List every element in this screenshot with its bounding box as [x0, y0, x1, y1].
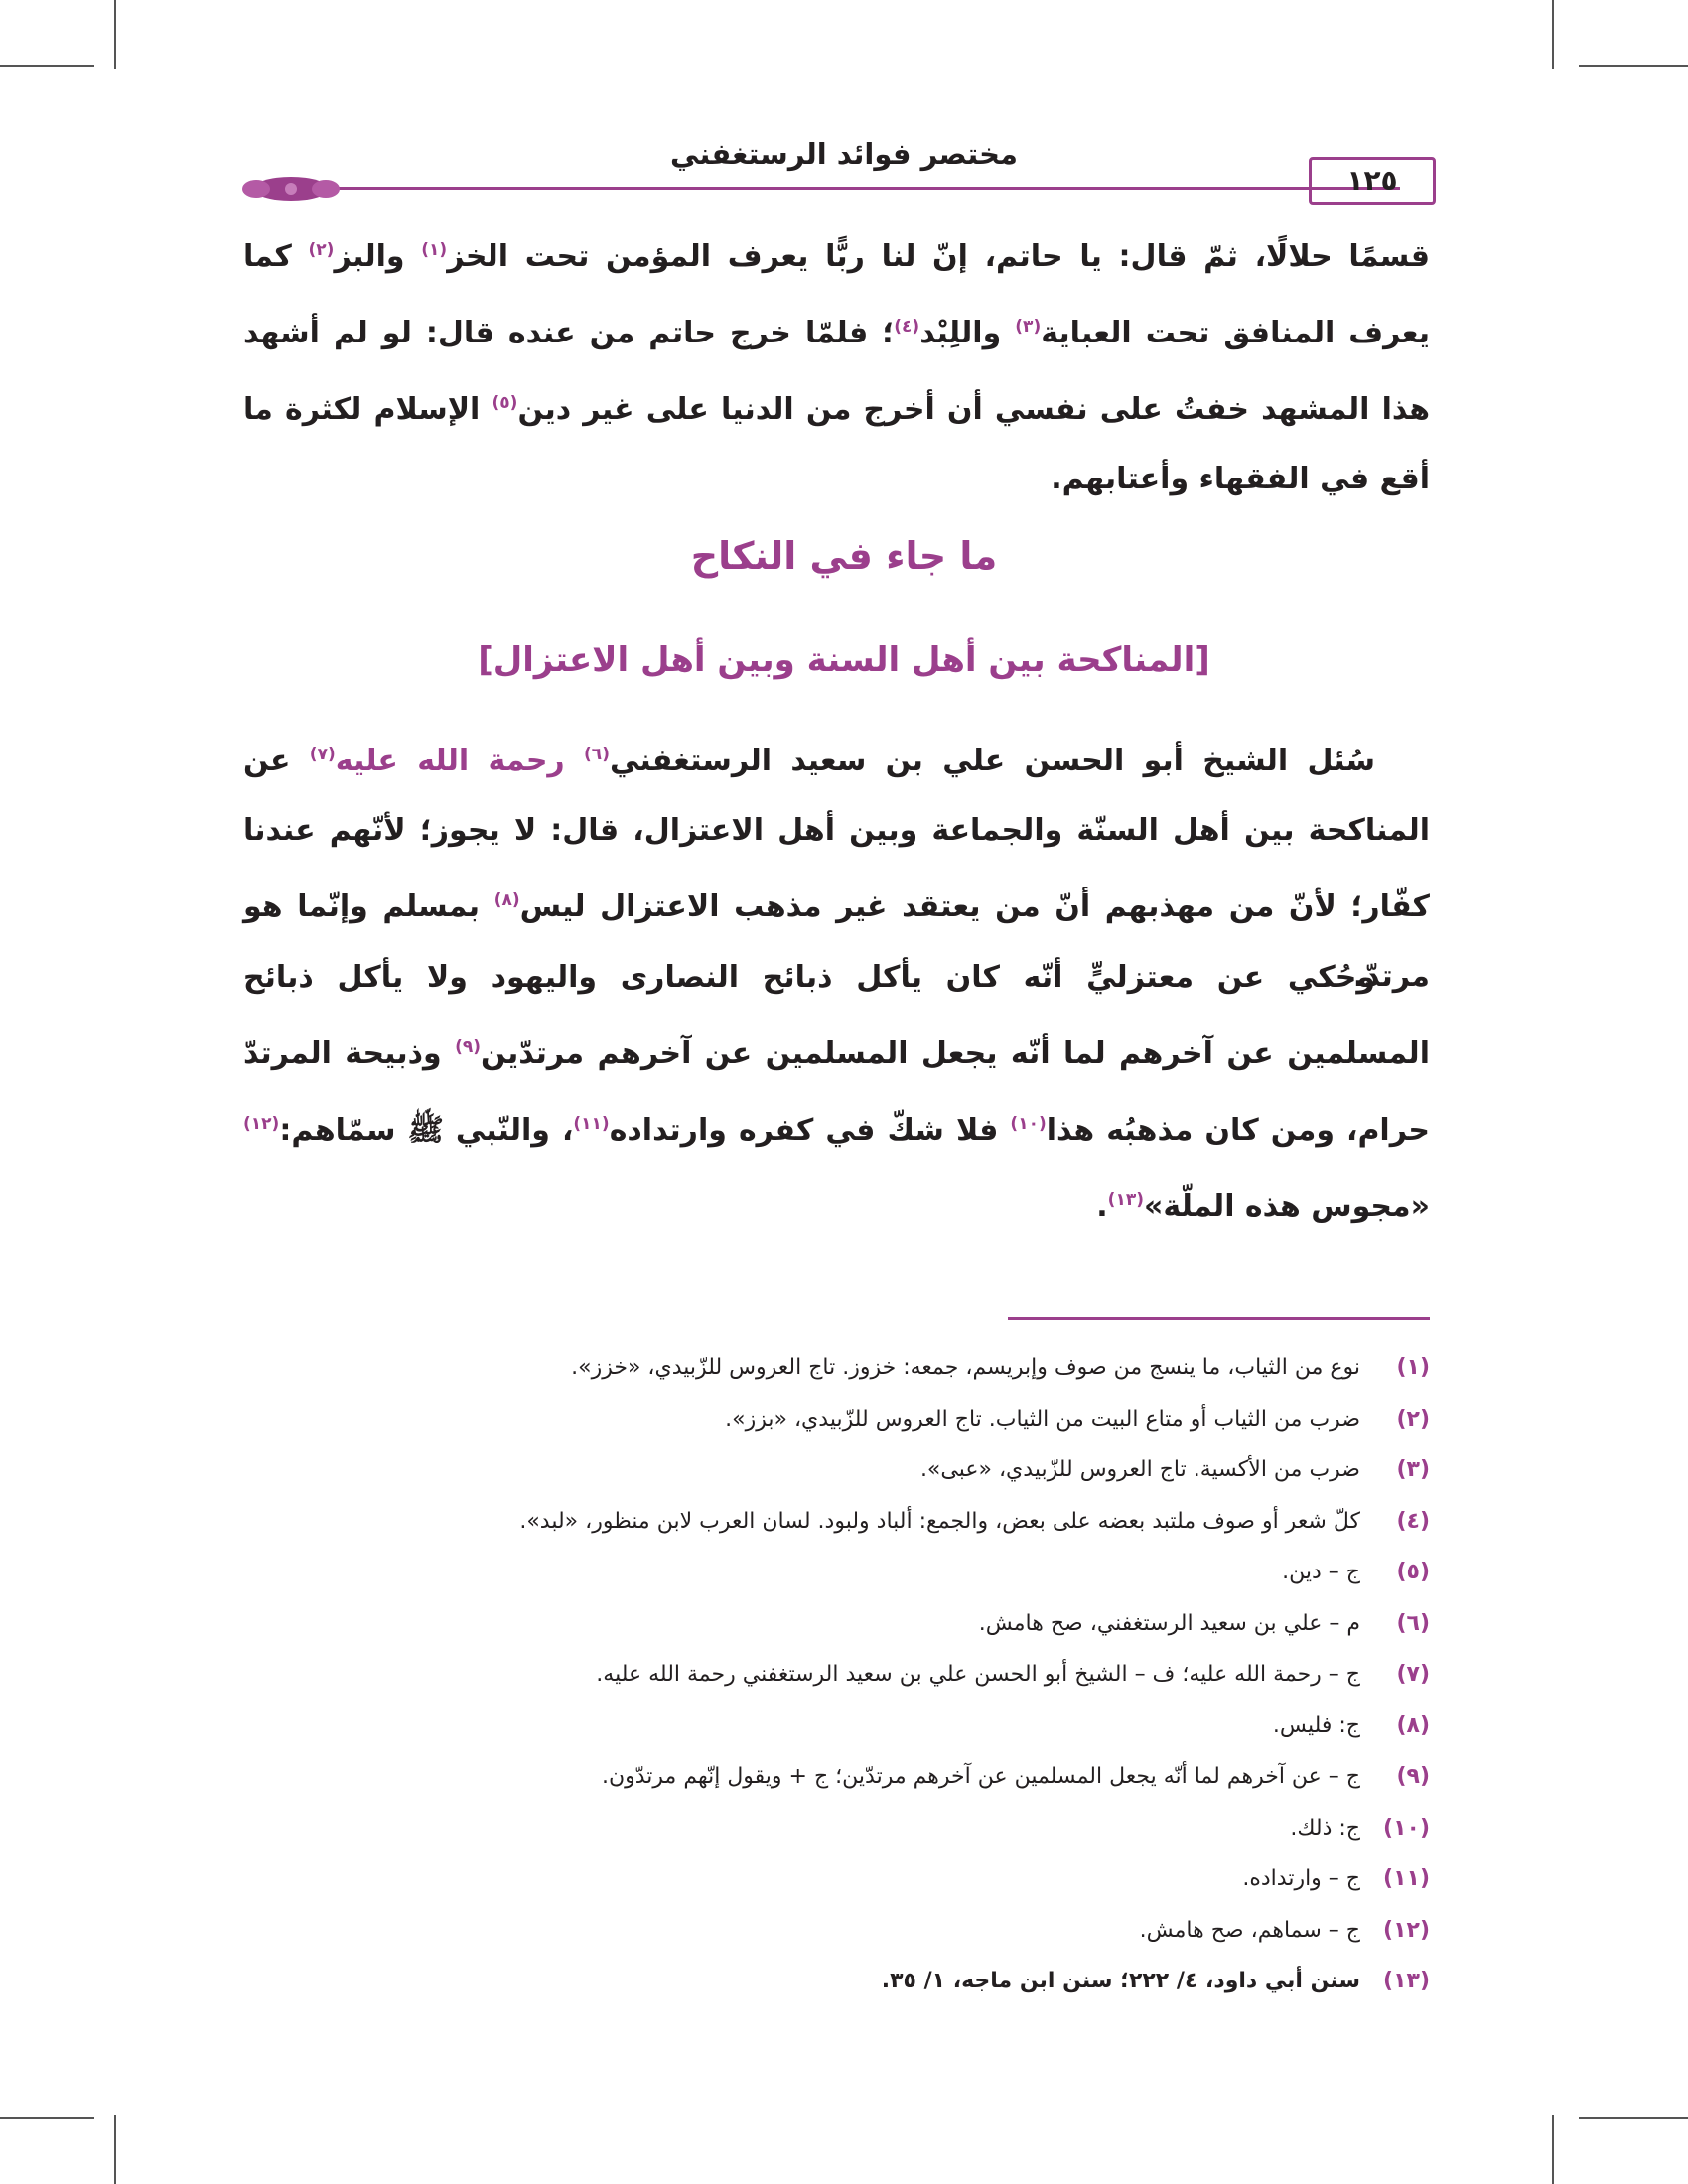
- footnote-number: (١): [1396, 1355, 1430, 1380]
- intro-paragraph: قسمًا حلالًا، ثمّ قال: يا حاتم، إنّ لنا ربًّا يعرف المؤمن تحت الخز$^{(١)}$ والبز$^{(٢)}$ كما يعرف المنافق تحت العباية$^{(٣)}$ واللِبْد$^{(٤)}$؛ فلمّا خرج حاتم من عنده قال: لو لم أشهد هذا المشهد خفتُ على نفسي أن أخرج من الدنيا على غير دين$^{(٥)}$ الإسلام لكثرة ما أقع في الفقهاء وأعتابهم.: [243, 239, 1431, 496]
- footnote-ref: (١٢): [243, 1114, 280, 1134]
- crop-mark: [0, 2117, 94, 2119]
- footnote: [298, 1956, 1430, 2007]
- footnote-text: ج – دين.: [1282, 1560, 1360, 1584]
- footnote-text: ضرب من الأكسية. تاج العروس للزّبيدي، «عبى».: [919, 1457, 1360, 1482]
- footnote-number: (٦): [1396, 1610, 1430, 1636]
- footnote: [298, 1701, 1430, 1752]
- footnote-number: (٢): [1396, 1406, 1430, 1432]
- footnote-number: (٤): [1396, 1508, 1430, 1534]
- footnote-ref: (١٣): [1107, 1190, 1144, 1210]
- footnote-text: كلّ شعر أو صوف ملتبد بعضه على بعض، والجمع: ألباد ولبود. لسان العرب لابن منظور، «لبد».: [519, 1508, 1360, 1534]
- footnote-ref: (٨): [493, 890, 520, 910]
- running-header-title: مختصر فوائد الرستغفني: [670, 137, 1018, 171]
- footnote-text: ج – وارتداده.: [1242, 1866, 1360, 1891]
- footnote-text: ج: ذلك.: [1290, 1815, 1360, 1841]
- footnote-text: ضرب من الثياب أو متاع البيت من الثياب. تاج العروس للزّبيدي، «بزز».: [725, 1406, 1360, 1432]
- footnote-ref: (٢): [308, 240, 335, 260]
- footnote-number: (١٣): [1383, 1969, 1430, 1993]
- footnote-ref: (١١): [573, 1114, 610, 1134]
- crop-mark: [114, 2115, 116, 2184]
- crop-mark: [0, 65, 94, 67]
- footnote-text: ج – عن آخرهم لما أنّه يجعل المسلمين عن آخرهم مرتدّين؛ ج + ويقول إنّهم مرتدّون.: [601, 1764, 1360, 1789]
- footnote-ref: (١): [421, 240, 448, 260]
- footnote-ref: (٦): [584, 745, 610, 764]
- footnote: [298, 1853, 1430, 1905]
- crop-mark: [1552, 2115, 1554, 2184]
- footnote-ref: (١٠): [1010, 1114, 1047, 1134]
- footnote: [298, 1905, 1430, 1957]
- footnote-ref: (٤): [894, 317, 920, 337]
- paragraph-1: سُئل الشيخ أبو الحسن علي بن سعيد الرستغفني$^{(٦)}$ رحمة الله عليه$^{(٧)}$ عن المناكحة بين أهل السنّة والجماعة وبين أهل الاعتزال، قال: لا يجوز؛ لأنّهم عندنا كفّار؛ لأنّ من مهذبهم أنّ من يعتقد غير مذهب الاعتزال ليس$^{(٨)}$ بمسلم وإنّما هو مرتدّ.: [243, 744, 1430, 994]
- footnote-text: ج – رحمة الله عليه؛ ف – الشيخ أبو الحسن علي بن سعيد الرستغفني رحمة الله عليه.: [596, 1662, 1360, 1687]
- footnote-number: (١٢): [1383, 1917, 1430, 1943]
- footnote-text: ج: فليس.: [1272, 1712, 1360, 1738]
- footnote-number: (١٠): [1383, 1815, 1430, 1841]
- footnote-ref: (٩): [455, 1037, 482, 1057]
- header-rule: [328, 187, 1400, 190]
- subsection-title: [المناكحة بين أهل السنة وبين أهل الاعتزال]: [478, 640, 1210, 680]
- footnote: [298, 1547, 1430, 1598]
- footnotes: [298, 1342, 1430, 2007]
- footnote: [298, 1649, 1430, 1701]
- section-title: ما جاء في النكاح: [690, 534, 998, 578]
- footnote-number: (٥): [1396, 1560, 1430, 1584]
- footnote-text: م – علي بن سعيد الرستغفني، صح هامش.: [978, 1610, 1360, 1636]
- ornament-icon: [236, 175, 346, 203]
- footnote-number: (٩): [1396, 1764, 1430, 1789]
- footnote-ref: (٣): [1015, 317, 1042, 337]
- footnote: [298, 1444, 1430, 1496]
- footnote: [298, 1496, 1430, 1548]
- footnote: [298, 1342, 1430, 1394]
- footnote-number: (١١): [1383, 1866, 1430, 1891]
- crop-mark: [1579, 2117, 1688, 2119]
- footnote-text: سنن أبي داود، ٤/ ٢٢٢؛ سنن ابن ماجه، ١/ ٣٥.: [881, 1969, 1360, 1993]
- page-number: ١٢٥: [1309, 157, 1436, 205]
- crop-mark: [114, 0, 116, 69]
- footnote-ref: (٥): [492, 393, 518, 413]
- footnote-ref: (٧): [309, 745, 336, 764]
- footnote-separator: [1008, 1317, 1430, 1320]
- footnote-number: (٧): [1396, 1662, 1430, 1687]
- footnote-text: ج – سماهم، صح هامش.: [1139, 1917, 1360, 1943]
- footnote-number: (٨): [1396, 1712, 1430, 1738]
- paragraph-2: وحُكي عن معتزليٍّ أنّه كان يأكل ذبائح النصارى واليهود ولا يأكل ذبائح المسلمين عن آخرهم لما أنّه يجعل المسلمين عن آخرهم مرتدّين$^{(٩)}$ وذبيحة المرتدّ حرام، ومن كان مذهبُه هذا$^{(١٠)}$ فلا شكّ في كفره وارتداده$^{(١١)}$، والنّبي ﷺ سمّاهم:$^{(١٢)}$ «مجوس هذه الملّة»$^{(١٣)}$.: [243, 960, 1431, 1224]
- footnote: [298, 1598, 1430, 1650]
- footnote-text: نوع من الثياب، ما ينسج من صوف وإبريسم، جمعه: خزوز. تاج العروس للزّبيدي، «خزز».: [571, 1355, 1360, 1380]
- footnote: [298, 1394, 1430, 1445]
- footnote: [298, 1751, 1430, 1803]
- footnote: [298, 1803, 1430, 1854]
- crop-mark: [1579, 65, 1688, 67]
- footnote-number: (٣): [1396, 1457, 1430, 1482]
- crop-mark: [1552, 0, 1554, 69]
